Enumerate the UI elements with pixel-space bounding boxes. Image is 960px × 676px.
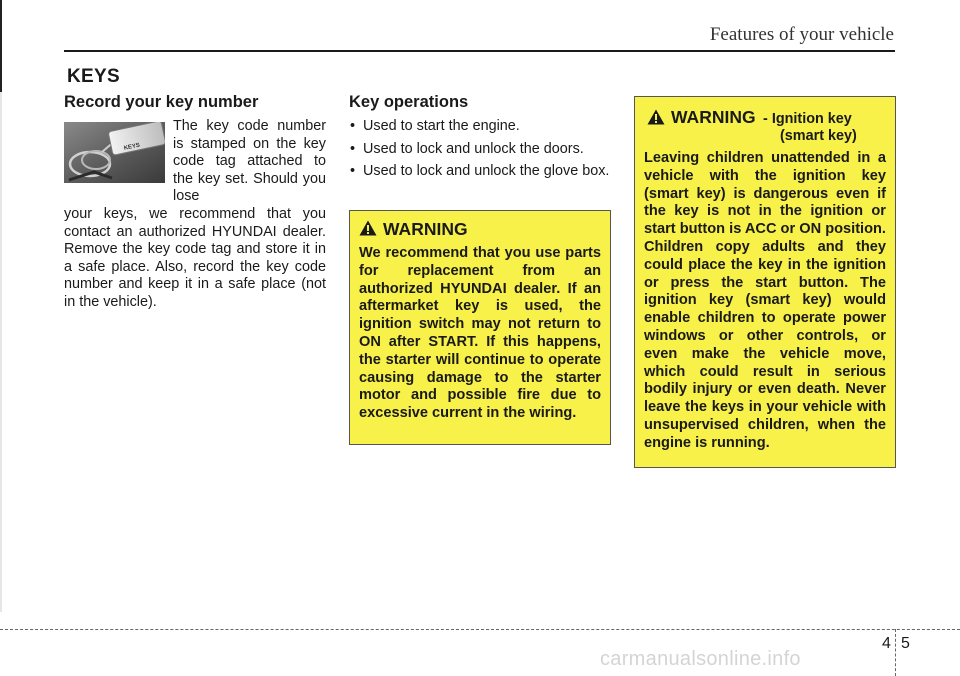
footer-rule [0, 629, 960, 630]
warning-triangle-icon [359, 220, 377, 236]
record-key-text: your keys, we recommend that you contact an authorized HYUNDAI dealer. Remove the key code tag and store it in a safe place. Also, record the key code number and keep it in a safe place (not in the vehicle). [64, 206, 326, 310]
chapter-number: 4 [882, 635, 891, 652]
warning-title: WARNING [383, 219, 468, 239]
list-item: • Used to lock and unlock the doors. [349, 141, 611, 159]
warning-body: We recommend that you use parts for replacement from an authorized HYUNDAI dealer. If an aftermarket key is used, the ignition switch may not return to ON after START. If this happens, the starter will continue to operate causing damage to the starter motor and possible fire due to excessive current in the wiring. [359, 245, 601, 422]
list-item: • Used to lock and unlock the glove box. [349, 163, 611, 181]
record-key-text-wrap: The key code number is stamped on the key code tag attached to the key set. Should you lose [173, 118, 326, 205]
watermark: carmanualsonline.info [600, 648, 801, 670]
warning-body: Leaving children unattended in a vehicle with the ignition key (smart key) is dangerous even if the key is not in the ignition or start button is ACC or ON position. Children copy adults and they could place the key in the ignition or press the start button. The ignition key (smart key) would enable children to operate power windows or other controls, or even make the vehicle move, which could result in serious bodily injury or even death. Never leave the keys in your vehicle with unsupervised children, when the engine is running. [644, 150, 886, 451]
header-rule [64, 50, 895, 52]
list-item: • Used to start the engine. [349, 118, 611, 136]
key-tag-label: KEYS [123, 142, 141, 152]
key-operations-list [349, 118, 611, 186]
warning-box-replacement-parts [349, 210, 611, 445]
record-key-number-heading: Record your key number [64, 93, 259, 111]
left-edge-guide [0, 92, 2, 612]
page-header-title: Features of your vehicle [709, 24, 894, 45]
warning-title: WARNING [671, 107, 756, 127]
key-tag-image [64, 122, 165, 183]
warning-box-ignition-key [634, 96, 896, 468]
section-title: KEYS [67, 66, 120, 87]
key-operations-heading: Key operations [349, 93, 469, 111]
page-number: 5 [901, 635, 910, 652]
left-edge-bar [0, 0, 2, 92]
footer-divider [895, 629, 896, 676]
warning-subtitle-line2: (smart key) [780, 128, 857, 144]
warning-subtitle-line1: - Ignition key [763, 111, 852, 127]
warning-triangle-icon [647, 109, 665, 125]
